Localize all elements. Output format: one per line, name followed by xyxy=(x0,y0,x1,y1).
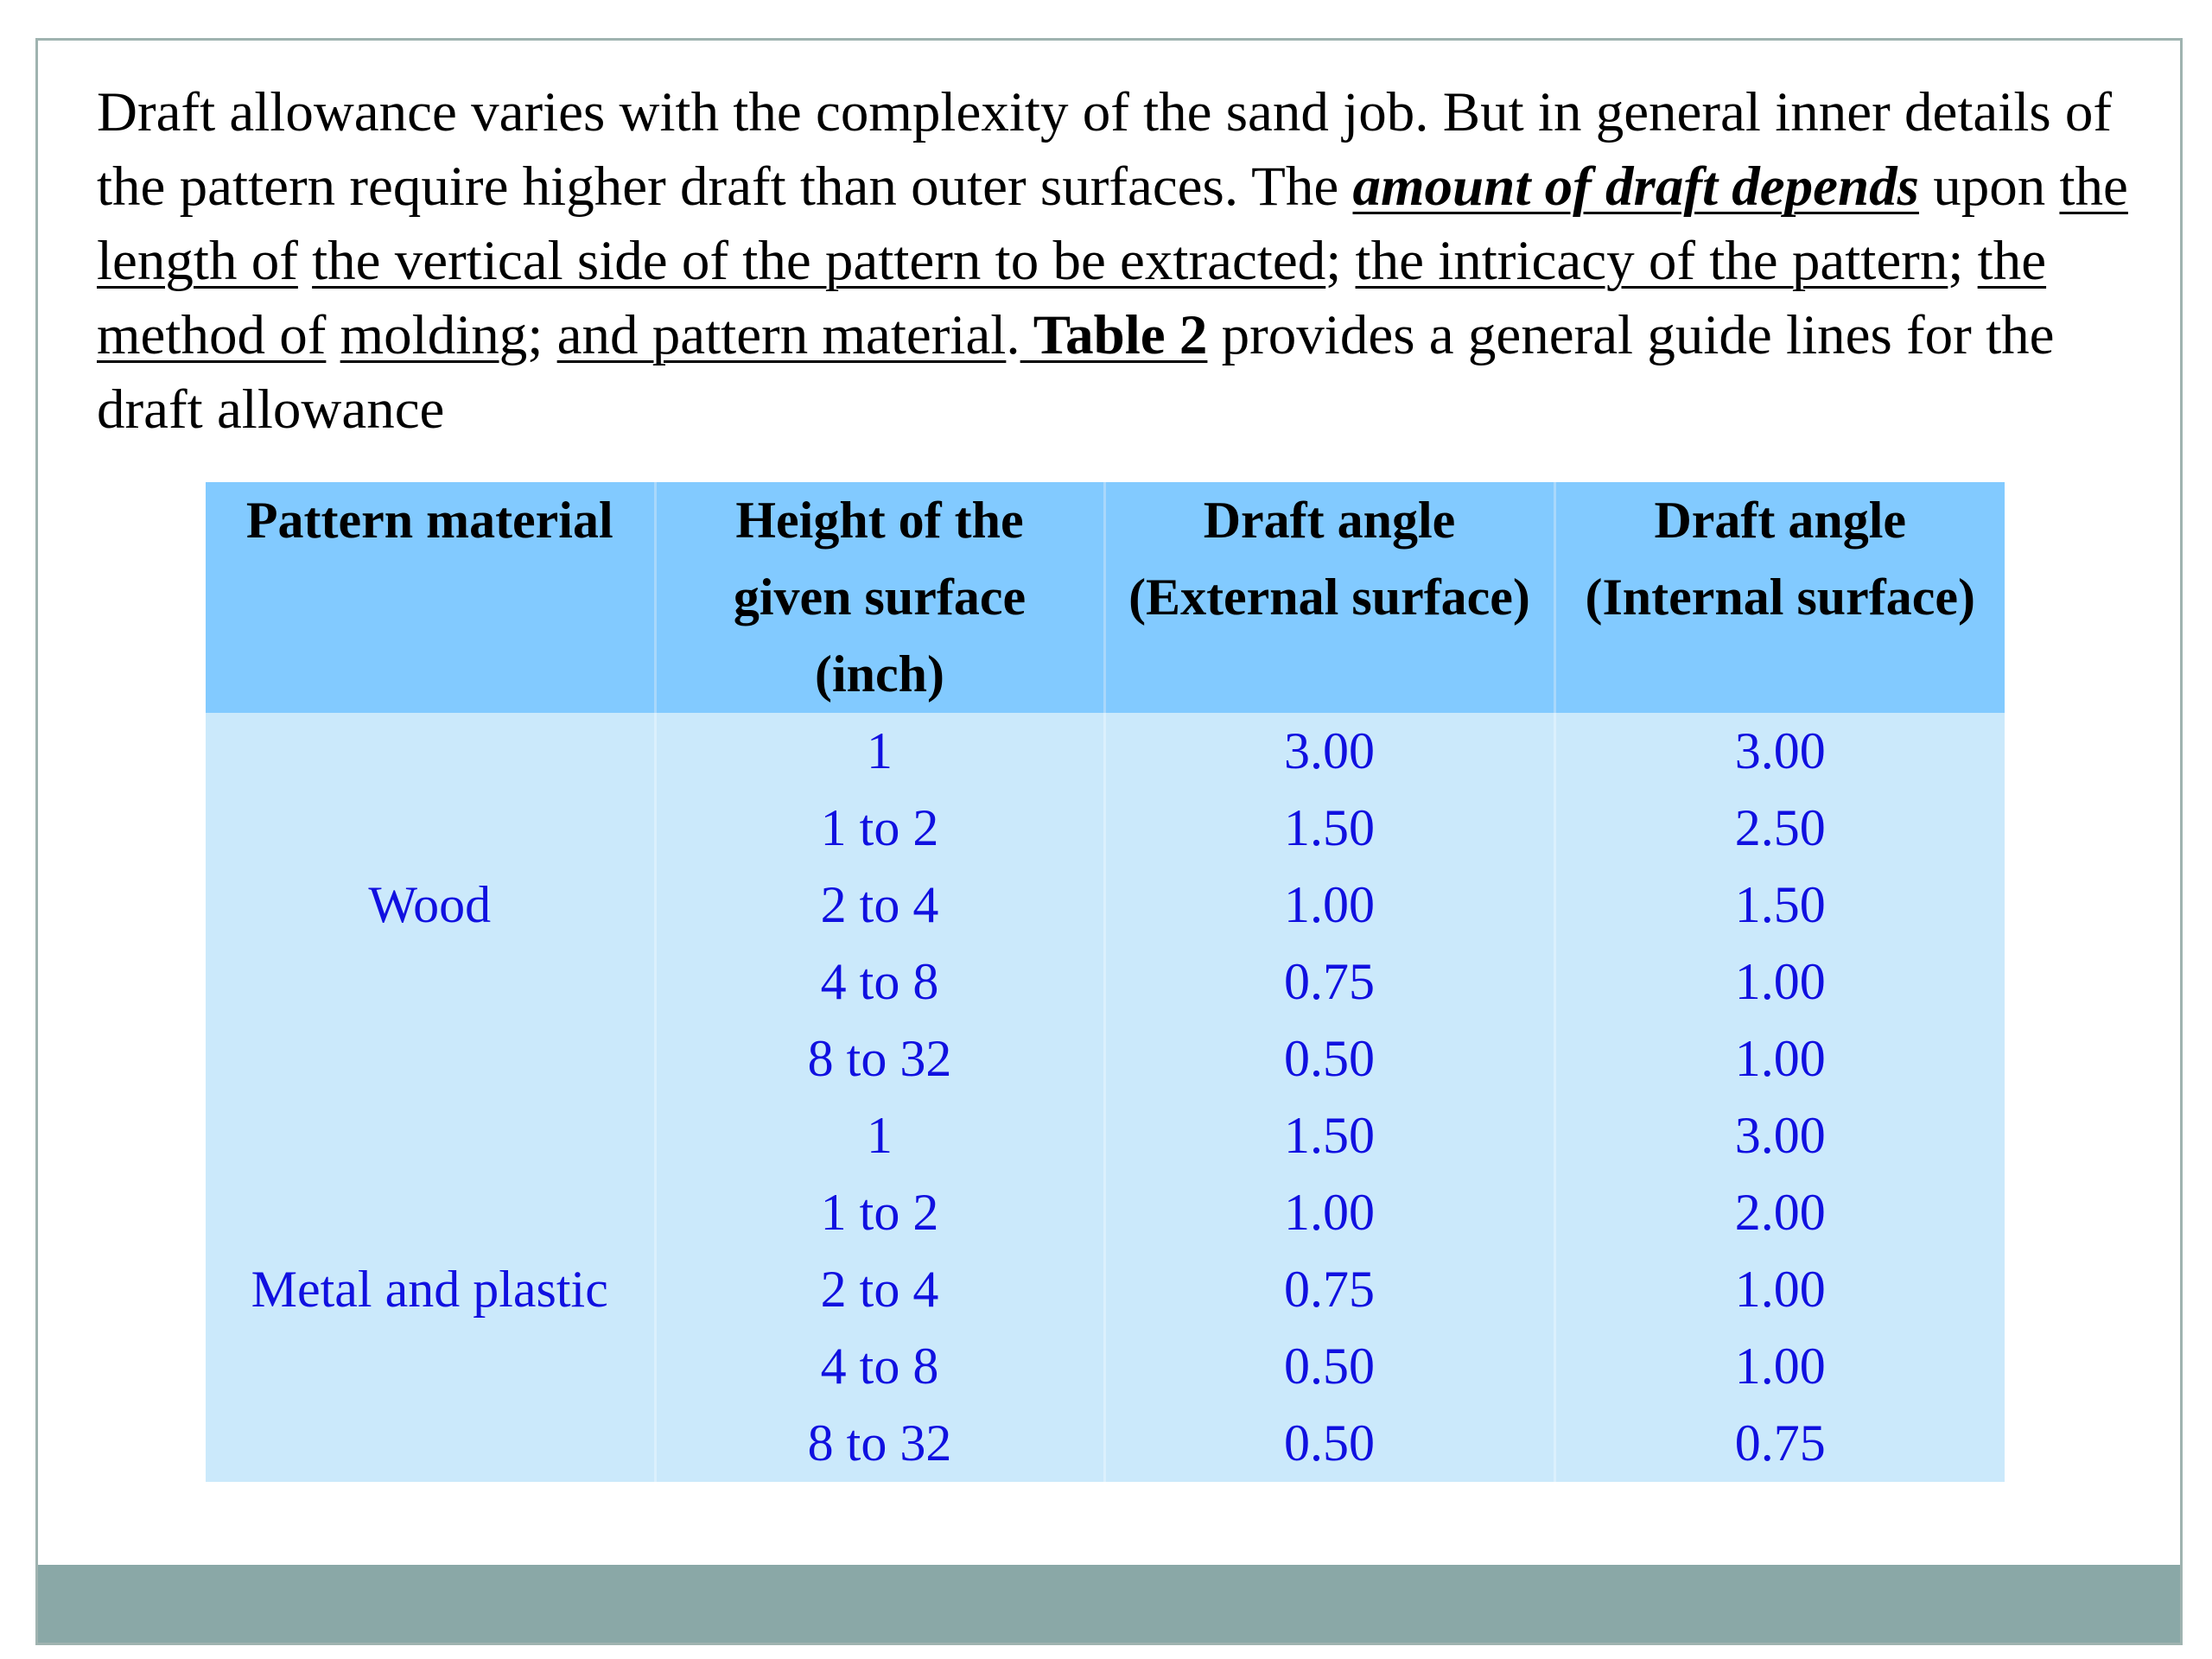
underlined-phrase: molding xyxy=(340,304,528,366)
internal-angle-cell: 3.00 xyxy=(1554,713,2005,790)
text-segment: provides a general guide lines for the draft allowance xyxy=(97,304,2055,441)
table-header-row xyxy=(206,482,2005,713)
internal-angle-cell: 2.00 xyxy=(1554,1174,2005,1251)
external-angle-cell: 1.00 xyxy=(1104,1174,1554,1251)
height-cell: 2 to 4 xyxy=(655,867,1104,944)
header-draft-internal xyxy=(1554,482,2005,713)
height-cell: 4 to 8 xyxy=(655,944,1104,1020)
slide-frame xyxy=(35,38,2183,1645)
footer-bar xyxy=(38,1565,2180,1643)
draft-allowance-table xyxy=(206,482,2005,1482)
height-cell: 2 to 4 xyxy=(655,1251,1104,1328)
external-angle-cell: 3.00 xyxy=(1104,713,1554,790)
table-row xyxy=(206,713,2005,790)
header-line: Draft angle xyxy=(1203,492,1456,549)
header-line: (Internal surface) xyxy=(1585,569,1976,626)
header-line: Draft angle xyxy=(1654,492,1907,549)
text-segment: ; xyxy=(527,304,557,366)
height-cell: 1 to 2 xyxy=(655,1174,1104,1251)
emphasis-amount-of-draft-depends: amount of draft depends xyxy=(1352,156,1919,218)
header-line: Pattern material xyxy=(245,492,613,549)
external-angle-cell: 0.75 xyxy=(1104,1251,1554,1328)
underlined-phrase: and pattern material xyxy=(556,304,1007,366)
table-row xyxy=(206,1097,2005,1174)
internal-angle-cell: 1.00 xyxy=(1554,1328,2005,1405)
height-cell: 8 to 32 xyxy=(655,1020,1104,1097)
internal-angle-cell: 1.50 xyxy=(1554,867,2005,944)
body-paragraph xyxy=(97,75,2171,447)
internal-angle-cell: 1.00 xyxy=(1554,1251,2005,1328)
height-cell: 1 xyxy=(655,713,1104,790)
height-cell: 1 xyxy=(655,1097,1104,1174)
table-reference: Table 2 xyxy=(1020,304,1208,366)
internal-angle-cell: 1.00 xyxy=(1554,1020,2005,1097)
external-angle-cell: 1.50 xyxy=(1104,790,1554,867)
external-angle-cell: 0.75 xyxy=(1104,944,1554,1020)
height-cell: 1 to 2 xyxy=(655,790,1104,867)
text-segment xyxy=(298,230,312,292)
underlined-phrase: the method of xyxy=(97,230,2047,366)
header-line: Height of the xyxy=(735,492,1024,549)
text-segment: ; xyxy=(1325,230,1356,292)
header-line: (External surface) xyxy=(1128,569,1530,626)
external-angle-cell: 0.50 xyxy=(1104,1405,1554,1482)
underlined-phrase: the intricacy of the pattern xyxy=(1355,230,1948,292)
underlined-phrase: the vertical side of the pattern to be extracted xyxy=(312,230,1326,292)
material-cell: Metal and plastic xyxy=(206,1097,655,1482)
internal-angle-cell: 1.00 xyxy=(1554,944,2005,1020)
external-angle-cell: 0.50 xyxy=(1104,1328,1554,1405)
header-draft-external xyxy=(1104,482,1554,713)
internal-angle-cell: 2.50 xyxy=(1554,790,2005,867)
height-cell: 4 to 8 xyxy=(655,1328,1104,1405)
text-segment xyxy=(326,304,340,366)
external-angle-cell: 1.00 xyxy=(1104,867,1554,944)
height-cell: 8 to 32 xyxy=(655,1405,1104,1482)
header-line: (inch) xyxy=(815,645,944,702)
text-segment: . xyxy=(1006,304,1020,366)
internal-angle-cell: 3.00 xyxy=(1554,1097,2005,1174)
text-segment: upon xyxy=(1918,156,2060,218)
header-height xyxy=(655,482,1104,713)
underlined-phrase: the length of xyxy=(97,156,2128,292)
header-pattern-material xyxy=(206,482,655,713)
external-angle-cell: 0.50 xyxy=(1104,1020,1554,1097)
internal-angle-cell: 0.75 xyxy=(1554,1405,2005,1482)
text-segment: ; xyxy=(1948,230,1978,292)
text-segment: Draft allowance varies with the complexity of the sand job. But in general inner details of the pattern require higher draft than outer surfaces. The xyxy=(97,81,2113,218)
external-angle-cell: 1.50 xyxy=(1104,1097,1554,1174)
material-cell: Wood xyxy=(206,713,655,1097)
header-line: given surface xyxy=(733,569,1027,626)
